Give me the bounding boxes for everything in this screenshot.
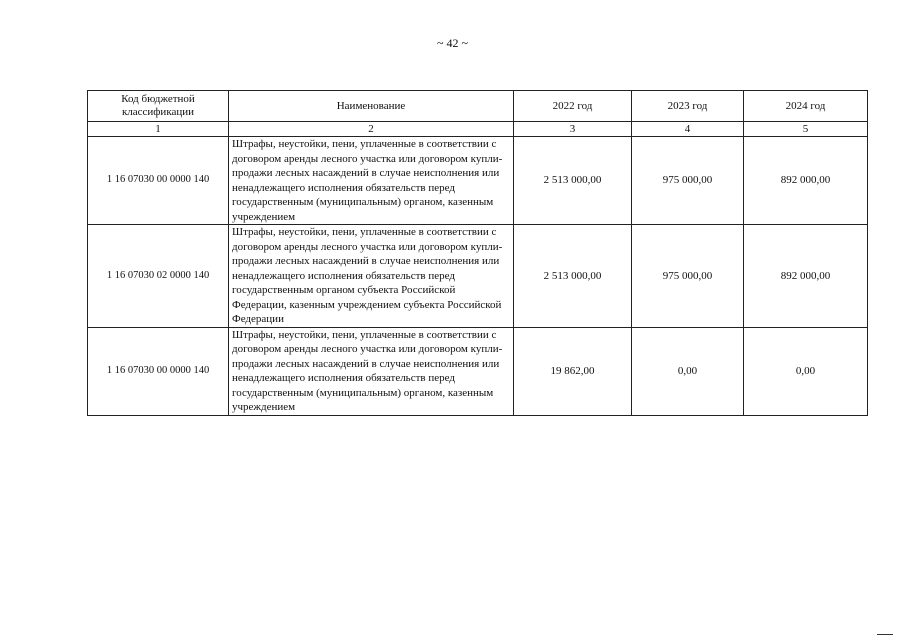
budget-code-cell: 1 16 07030 00 0000 140 — [88, 137, 229, 225]
budget-code-cell: 1 16 07030 00 0000 140 — [88, 327, 229, 415]
value-2022-cell: 2 513 000,00 — [514, 137, 632, 225]
column-number: 1 — [88, 122, 229, 137]
budget-table — [87, 90, 868, 416]
value-2023-cell: 975 000,00 — [632, 137, 744, 225]
value-2022-cell: 2 513 000,00 — [514, 225, 632, 328]
table-row — [88, 137, 868, 225]
value-2024-cell: 892 000,00 — [744, 225, 868, 328]
name-cell: Штрафы, неустойки, пени, уплаченные в соответствии с договором аренды лесного участка или договором купли-продажи лесных насаждений в случае неисполнения или ненадлежащего исполнения обязательств перед государственным (муниципальным) органом, казенным учреждением — [229, 137, 514, 225]
value-2023-cell: 975 000,00 — [632, 225, 744, 328]
header-code: Код бюджетной классификации — [88, 91, 229, 122]
value-2023-cell: 0,00 — [632, 327, 744, 415]
budget-code-cell: 1 16 07030 02 0000 140 — [88, 225, 229, 328]
header-2024: 2024 год — [744, 91, 868, 122]
table-row — [88, 225, 868, 328]
header-2022: 2022 год — [514, 91, 632, 122]
column-number: 4 — [632, 122, 744, 137]
header-name: Наименование — [229, 91, 514, 122]
header-2023: 2023 год — [632, 91, 744, 122]
column-number: 5 — [744, 122, 868, 137]
value-2022-cell: 19 862,00 — [514, 327, 632, 415]
page-number: ~ 42 ~ — [437, 36, 468, 50]
header-row — [88, 91, 868, 122]
name-cell: Штрафы, неустойки, пени, уплаченные в соответствии с договором аренды лесного участка или договором купли-продажи лесных насаждений в случае неисполнения или ненадлежащего исполнения обязательств перед государственным органом субъекта Российской Федерации, казенным учреждением субъекта Российской Федерации — [229, 225, 514, 328]
name-cell: Штрафы, неустойки, пени, уплаченные в соответствии с договором аренды лесного участка или договором купли-продажи лесных насаждений в случае неисполнения или ненадлежащего исполнения обязательств перед государственным (муниципальным) органом, казенным учреждением — [229, 327, 514, 415]
scan-mark — [877, 634, 893, 635]
value-2024-cell: 892 000,00 — [744, 137, 868, 225]
column-number: 2 — [229, 122, 514, 137]
column-number: 3 — [514, 122, 632, 137]
table-row — [88, 327, 868, 415]
column-number-row — [88, 122, 868, 137]
value-2024-cell: 0,00 — [744, 327, 868, 415]
